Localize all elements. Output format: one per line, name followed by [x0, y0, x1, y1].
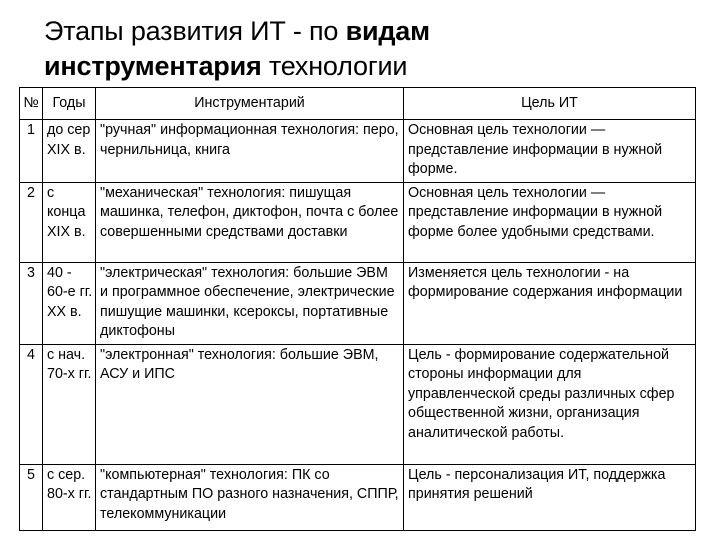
table-header-row: [20, 88, 696, 120]
title-text-2: технологии: [261, 51, 408, 81]
row-num: 3: [20, 262, 43, 344]
row-tools: "механическая" технология: пишущая машинка, телефон, диктофон, почта с более совершенными средствами доставки: [96, 182, 404, 262]
stages-table: [19, 87, 696, 531]
header-tools: Инструментарий: [96, 88, 404, 120]
table-row: [20, 464, 696, 530]
table-row: [20, 182, 696, 262]
row-tools: "ручная" информационная технология: перо, чернильница, книга: [96, 120, 404, 183]
table-row: [20, 120, 696, 183]
row-years: до сер XIX в.: [43, 120, 96, 183]
title-bold-2: инструментария: [44, 51, 262, 81]
row-goal: Цель - формирование содержательной стороны информации для управленческой среды различных сфер общественной жизни, организация аналитической работы.: [404, 344, 696, 464]
row-years: с нач. 70-х гг.: [43, 344, 96, 464]
header-goal: Цель ИТ: [404, 88, 696, 120]
row-tools: "электронная" технология: большие ЭВМ, АСУ и ИПС: [96, 344, 404, 464]
row-tools: "электрическая" технология: большие ЭВМ и программное обеспечение, электрические пишущие машинки, ксероксы, портативные диктофоны: [96, 262, 404, 344]
row-num: 1: [20, 120, 43, 183]
table-row: [20, 344, 696, 464]
row-years: с конца XIX в.: [43, 182, 96, 262]
header-years: Годы: [43, 88, 96, 120]
row-goal: Основная цель технологии — представление информации в нужной форме более удобными средствами.: [404, 182, 696, 262]
row-num: 4: [20, 344, 43, 464]
row-years: с сер. 80-х гг.: [43, 464, 96, 530]
table-row: [20, 262, 696, 344]
row-tools: "компьютерная" технология: ПК со стандартным ПО разного назначения, СППР, телекоммуникации: [96, 464, 404, 530]
header-num: №: [20, 88, 43, 120]
title-bold-1: видам: [345, 16, 430, 46]
row-goal: Цель - персонализация ИТ, поддержка принятия решений: [404, 464, 696, 530]
row-years: 40 - 60-е гг. XX в.: [43, 262, 96, 344]
row-num: 2: [20, 182, 43, 262]
row-num: 5: [20, 464, 43, 530]
row-goal: Изменяется цель технологии - на формирование содержания информации: [404, 262, 696, 344]
title-text-1: Этапы развития ИТ - по: [44, 16, 346, 46]
row-goal: Основная цель технологии — представление информации в нужной форме.: [404, 120, 696, 183]
slide-title: [44, 14, 704, 84]
